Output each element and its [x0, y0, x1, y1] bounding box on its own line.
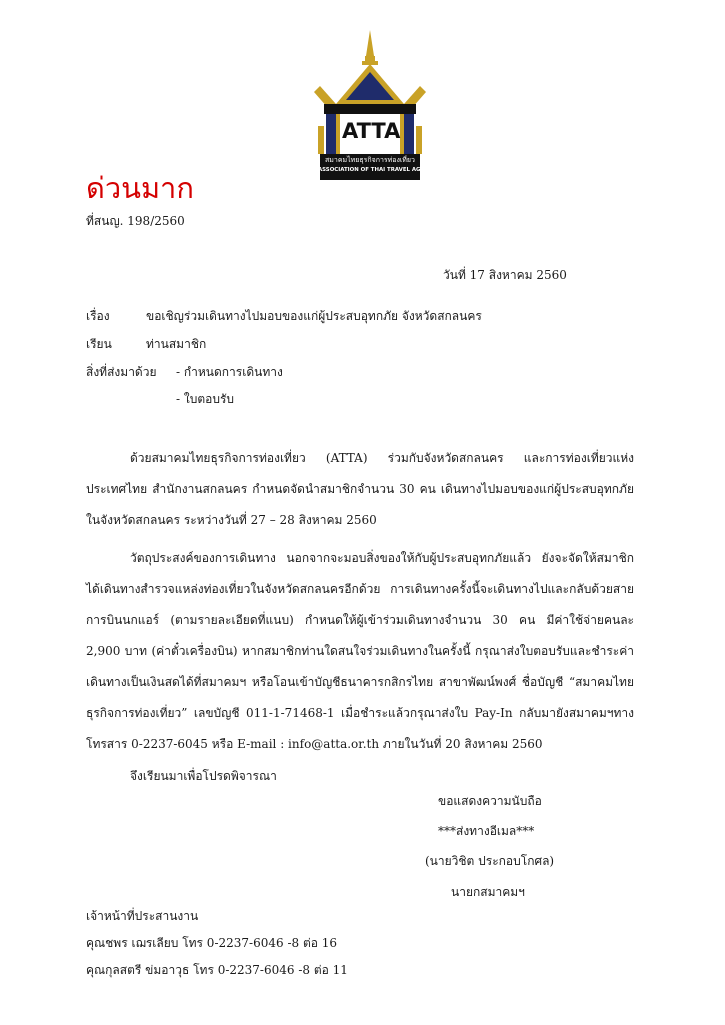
urgent-heading: ด่วนมาก — [86, 171, 194, 205]
reference-number: ที่สนญ. 198/2560 — [86, 214, 185, 228]
logo-english-name: ASSOCIATION OF THAI TRAVEL AGENTS — [318, 167, 437, 173]
subject-line — [86, 307, 482, 326]
logo-text: ATTA — [342, 119, 401, 143]
paragraph-1-text: ด้วยสมาคมไทยธุรกิจการท่องเที่ยว (ATTA) ร่วมกับจังหวัดสกลนคร และการท่องเที่ยวแห่งประเทศไทย สำนักงานสกลนคร กำหนดจัดนำสมาชิกจำนวน 30 คน เดินทางไปมอบของแก่ผู้ประสบอุทกภัยในจังหวัดสกลนคร ระหว่างวันที่ 27 – 28 สิงหาคม 2560 — [86, 451, 634, 527]
enclosures-label: สิ่งที่ส่งมาด้วย — [86, 365, 157, 379]
recipient-text: ท่านสมาชิก — [146, 337, 207, 351]
body-paragraph-1 — [86, 443, 634, 536]
closing-line: จึงเรียนมาเพื่อโปรดพิจารณา — [130, 769, 277, 783]
subject-text: ขอเชิญร่วมเดินทางไปมอบของแก่ผู้ประสบอุทกภัย จังหวัดสกลนคร — [146, 309, 482, 323]
letter-date: วันที่ 17 สิงหาคม 2560 — [443, 268, 567, 282]
contact-line: คุณกุลสตรี ข่มอาวุธ โทร 0-2237-6046 -8 ต่อ 11 — [86, 963, 348, 977]
signature-sent-note: ***ส่งทางอีเมล*** — [438, 824, 535, 838]
signature-regards: ขอแสดงความนับถือ — [438, 794, 542, 808]
paragraph-2-text: วัตถุประสงค์ของการเดินทาง นอกจากจะมอบสิ่งของให้กับผู้ประสบอุทกภัยแล้ว ยังจะจัดให้สมาชิกได้เดินทางสำรวจแหล่งท่องเที่ยวในจังหวัดสกลนครอีกด้วย การเดินทางครั้งนี้จะเดินทางไปและกลับด้วยสายการบินนกแอร์ (ตามรายละเอียดที่แนบ) กำหนดให้ผู้เข้าร่วมเดินทางจำนวน 30 คน มีค่าใช้จ่ายคนละ 2,900 บาท (ค่าตั๋วเครื่องบิน) หากสมาชิกท่านใดสนใจร่วมเดินทางในครั้งนี้ กรุณาส่งใบตอบรับและชำระค่าเดินทางเป็นเงินสดได้ที่สมาคมฯ หรือโอนเข้าบัญชีธนาคารกสิกรไทย สาขาพัฒน์พงศ์ ชื่อบัญชี “สมาคมไทยธุรกิจการท่องเที่ยว” เลขบัญชี 011-1-71468-1 เมื่อชำระแล้วกรุณาส่งใบ Pay-In กลับมายังสมาคมฯทางโทรสาร 0-2237-6045 หรือ E-mail : info@atta.or.th ภายในวันที่ 20 สิงหาคม 2560 — [86, 551, 634, 751]
contact-heading: เจ้าหน้าที่ประสานงาน — [86, 909, 199, 923]
signature-name: (นายวิชิต ประกอบโกศล) — [425, 854, 555, 868]
atta-logo — [296, 26, 444, 182]
recipient-line — [86, 335, 206, 354]
body-paragraph-2 — [86, 543, 634, 760]
logo-thai-name: สมาคมไทยธุรกิจการท่องเที่ยว — [325, 156, 415, 164]
signature-title: นายกสมาคมฯ — [451, 885, 525, 899]
enclosure-item: - กำหนดการเดินทาง — [176, 365, 283, 379]
subject-label: เรื่อง — [86, 309, 110, 323]
recipient-label: เรียน — [86, 337, 112, 351]
contact-line: คุณชพร เฌรเลียบ โทร 0-2237-6046 -8 ต่อ 16 — [86, 936, 338, 950]
enclosure-item: - ใบตอบรับ — [176, 392, 235, 406]
